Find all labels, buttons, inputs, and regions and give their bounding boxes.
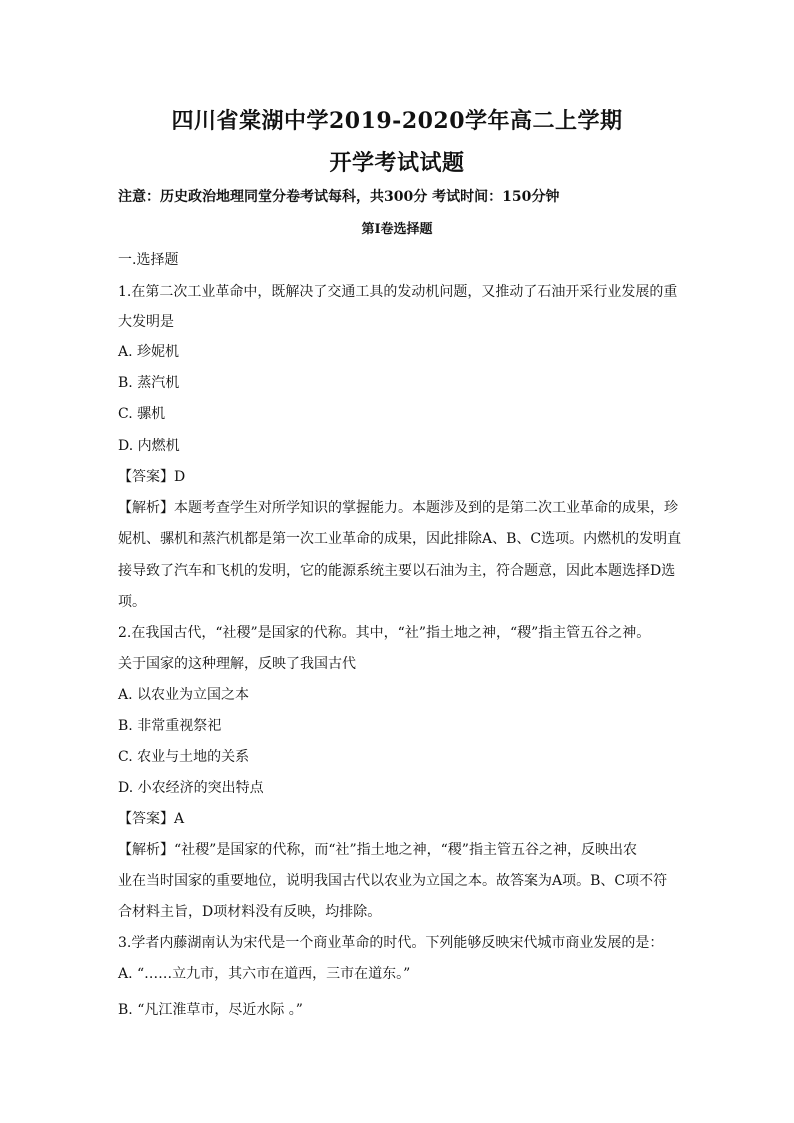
question-1-stem-line-2: 大发明是 <box>118 314 174 330</box>
question-2-stem-line-1: 2.在我国古代，“社稷”是国家的代称。其中，“社”指土地之神，“稷”指主管五谷之神。 <box>118 625 651 641</box>
question-2-analysis-line-3: 合材料主旨，D项材料没有反映，均排除。 <box>118 904 382 920</box>
question-1-analysis-line-4: 项。 <box>118 594 146 610</box>
question-2-option-a: A. 以农业为立国之本 <box>118 687 250 703</box>
question-2-answer: 【答案】A <box>118 811 185 827</box>
question-2-option-d: D. 小农经济的突出特点 <box>118 780 264 796</box>
question-2-option-c: C. 农业与土地的关系 <box>118 749 250 765</box>
question-1-analysis-line-1: 【解析】本题考查学生对所学知识的掌握能力。本题涉及到的是第二次工业革命的成果，珍 <box>118 500 678 516</box>
question-1-option-a: A. 珍妮机 <box>118 344 180 360</box>
question-1-option-c: C. 骡机 <box>118 406 166 422</box>
exam-note: 注意：历史政治地理同堂分卷考试每科，共300分 考试时间：150分钟 <box>118 189 560 205</box>
question-1-answer: 【答案】D <box>118 469 186 485</box>
question-1-option-b: B. 蒸汽机 <box>118 375 180 391</box>
part-heading: 一.选择题 <box>118 252 179 268</box>
question-1-stem-line-1: 1.在第二次工业革命中，既解决了交通工具的发动机问题，又推动了石油开采行业发展的重 <box>118 284 678 300</box>
question-1-analysis-line-2: 妮机、骡机和蒸汽机都是第一次工业革命的成果，因此排除A、B、C选项。内燃机的发明直 <box>118 531 682 547</box>
question-2-analysis-line-1: 【解析】“社稷”是国家的代称，而“社”指土地之神，“稷”指主管五谷之神，反映出农 <box>118 842 637 858</box>
document-title-line1: 四川省棠湖中学2019-2020学年高二上学期 <box>171 108 623 134</box>
question-2-analysis-line-2: 业在当时国家的重要地位，说明我国古代以农业为立国之本。故答案为A项。B、C项不符 <box>118 873 668 889</box>
question-3-option-a: A. “……立九市，其六市在道西，三市在道东。” <box>118 966 411 982</box>
question-3-option-b: B. “凡江淮草市，尽近水际 。” <box>118 1002 303 1018</box>
question-2-option-b: B. 非常重视祭祀 <box>118 718 222 734</box>
document-title-line2: 开学考试试题 <box>329 150 465 176</box>
question-1-option-d: D. 内燃机 <box>118 438 180 454</box>
question-2-stem-line-2: 关于国家的这种理解，反映了我国古代 <box>118 656 356 672</box>
question-3-stem-line-1: 3.学者内藤湖南认为宋代是一个商业革命的时代。下列能够反映宋代城市商业发展的是： <box>118 935 664 951</box>
question-1-analysis-line-3: 接导致了汽车和飞机的发明，它的能源系统主要以石油为主，符合题意，因此本题选择D选 <box>118 563 676 579</box>
section-title: 第I卷选择题 <box>361 222 433 237</box>
